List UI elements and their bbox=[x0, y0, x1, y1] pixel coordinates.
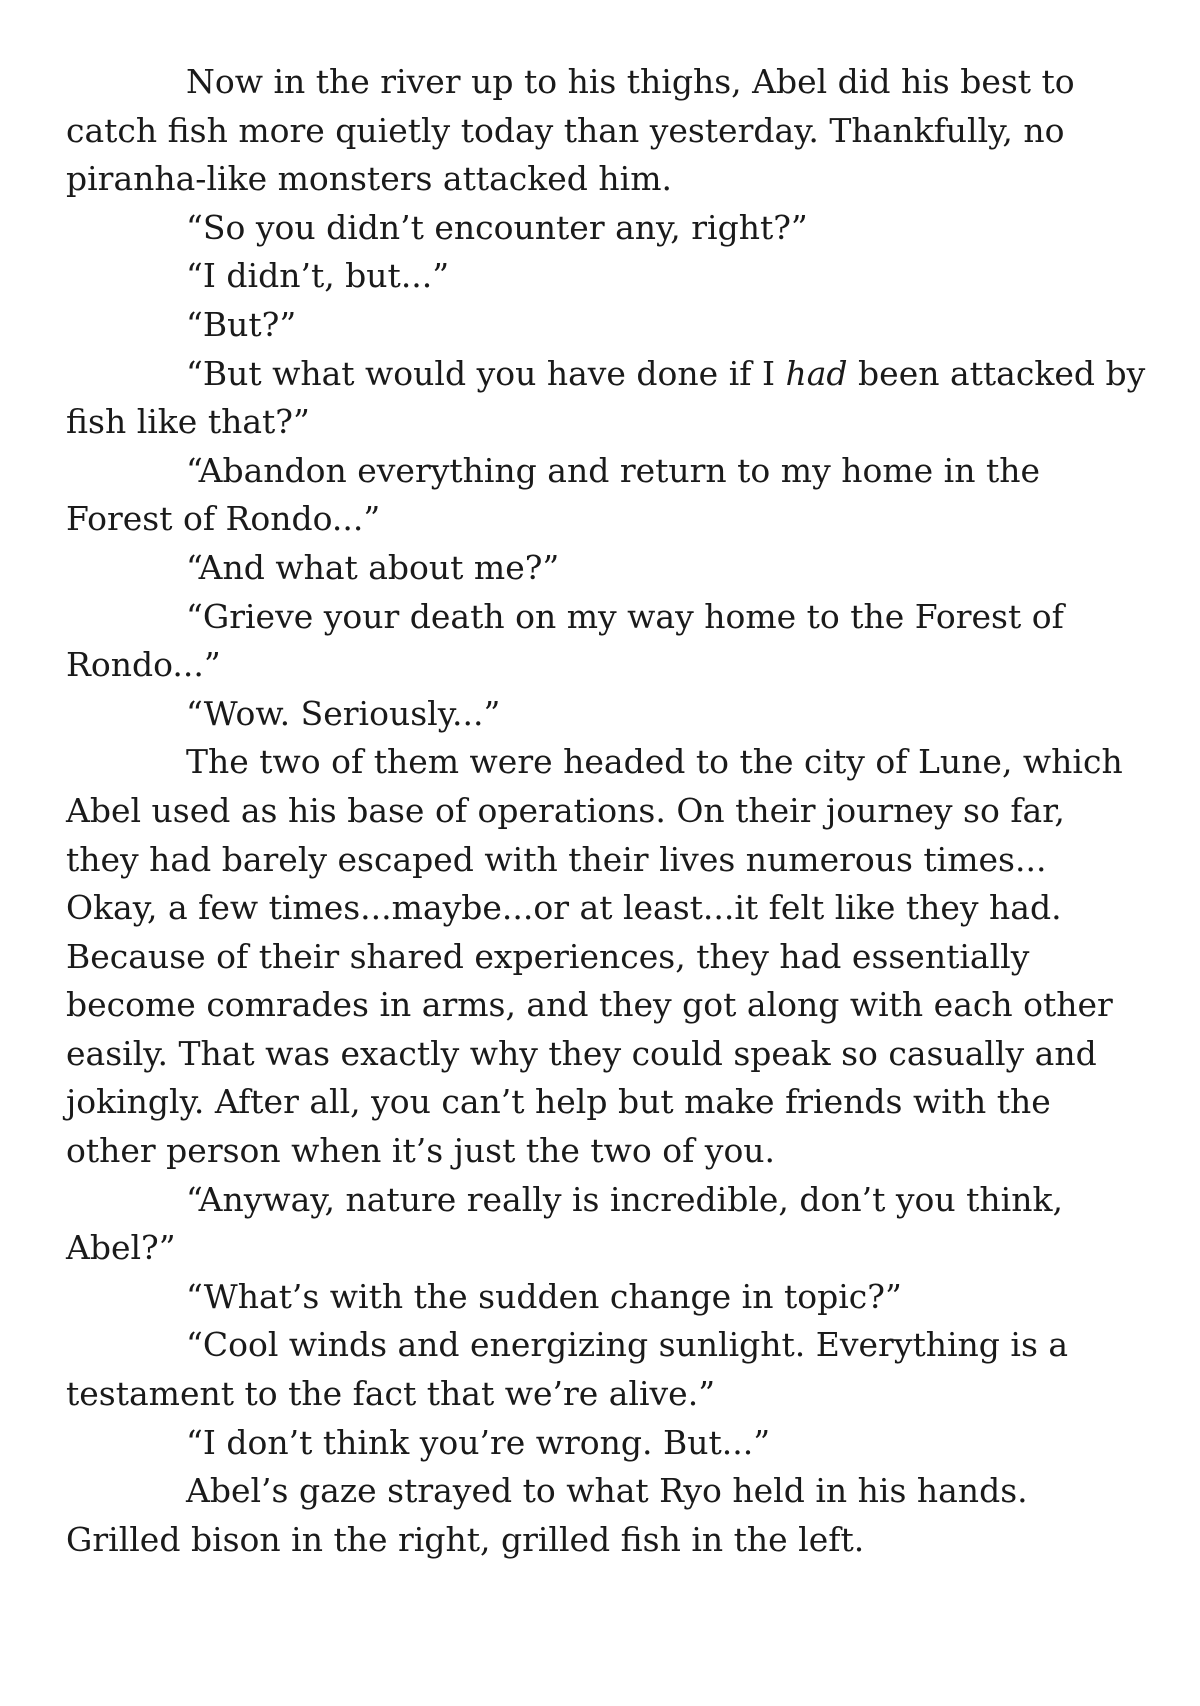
paragraph: The two of them were headed to the city of Lune, which Abel used as his base of operations. On their journey so far, they had barely escaped with their lives numerous times... Okay, a few times...maybe...or at least...it felt like they had. Because of their shared experiences, they had essentially become comrades in arms, and they got along with each other easily. That was exactly why they could speak so casually and jokingly. After all, you can’t help but make friends with the other person when it’s just the two of you. bbox=[66, 742, 1123, 1171]
paragraph: “I don’t think you’re wrong. But...” bbox=[186, 1422, 771, 1462]
emphasis-text: had bbox=[785, 353, 848, 393]
paragraph bbox=[66, 350, 1146, 447]
paragraph: “And what about me?” bbox=[186, 547, 560, 587]
paragraph-text: been attacked by fish like that?” bbox=[66, 353, 1146, 442]
paragraph: “I didn’t, but...” bbox=[186, 256, 450, 296]
paragraph: “So you didn’t encounter any, right?” bbox=[186, 207, 808, 247]
paragraph: “But?” bbox=[186, 304, 297, 344]
paragraph: Abel’s gaze strayed to what Ryo held in his hands. Grilled bison in the right, grilled fish in the left. bbox=[66, 1471, 1028, 1559]
paragraph: “Wow. Seriously...” bbox=[186, 693, 501, 733]
paragraph-text: “But what would you have done if I bbox=[186, 353, 786, 393]
paragraph: “What’s with the sudden change in topic?” bbox=[186, 1276, 902, 1316]
paragraph: “Cool winds and energizing sunlight. Everything is a testament to the fact that we’re alive.” bbox=[66, 1325, 1069, 1414]
paragraph: “Anyway, nature really is incredible, don’t you think, Abel?” bbox=[66, 1179, 1063, 1268]
paragraph: Now in the river up to his thighs, Abel did his best to catch fish more quietly today than yesterday. Thankfully, no piranha-like monsters attacked him. bbox=[66, 62, 1075, 199]
page-body bbox=[66, 58, 1146, 1564]
paragraph: “Grieve your death on my way home to the Forest of Rondo...” bbox=[66, 596, 1064, 685]
paragraph: “Abandon everything and return to my home in the Forest of Rondo...” bbox=[66, 450, 1040, 539]
